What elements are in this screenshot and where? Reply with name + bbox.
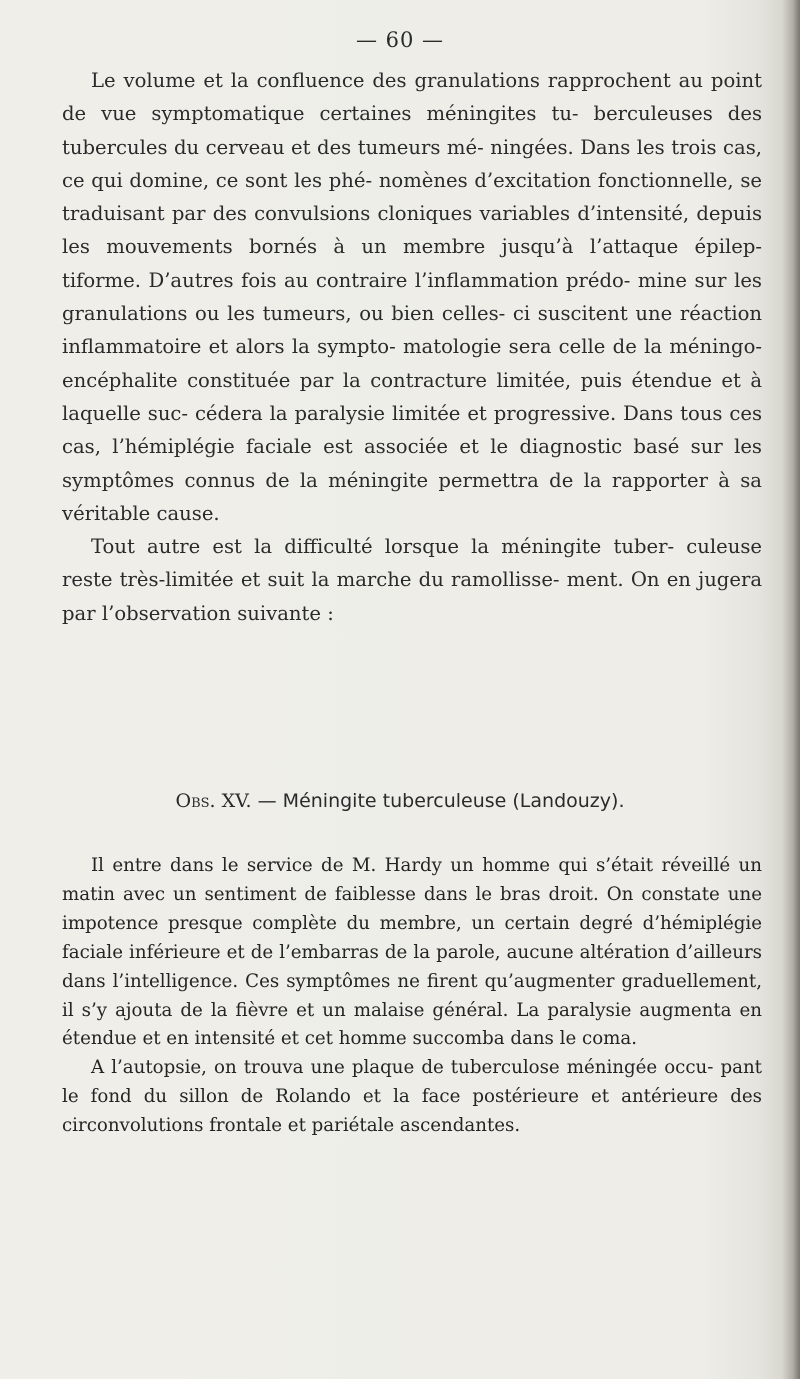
paragraph-2: Tout autre est la difficulté lorsque la méningite tuber- culeuse reste très-limitée et suit la marche du ramollisse- ment. On en jugera par l’observation suivante :: [62, 535, 762, 625]
observation-paragraph-2: A l’autopsie, on trouva une plaque de tuberculose méningée occu- pant le fond du sillon de Rolando et la face postérieure et antérieure des circonvolutions frontale et pariétale ascendantes.: [62, 1057, 762, 1137]
page-number: — 60 —: [355, 28, 445, 52]
observation-text: [62, 852, 762, 1141]
observation-title: — Méningite tuberculeuse (Landouzy).: [251, 790, 625, 812]
main-text: [62, 64, 762, 630]
paragraph-1: Le volume et la confluence des granulations rapprochent au point de vue symptomatique certaines méningites tu- berculeuses des tubercules du cerveau et des tumeurs mé- ningées. Dans les trois cas, ce qui domine, ce sont les phé- nomènes d’excitation fonctionnelle, se traduisant par des convulsions cloniques variables d’intensité, depuis les mouvements bornés à un membre jusqu’à l’attaque épilep- tiforme. D’autres fois au contraire l’inflammation prédo- mine sur les granulations ou les tumeurs, ou bien celles- ci suscitent une réaction inflammatoire et alors la sympto- matologie sera celle de la méningo-encéphalite constituée par la contracture limitée, puis étendue et à laquelle suc- cédera la paralysie limitée et progressive. Dans tous ces cas, l’hémiplégie faciale est associée et le diagnostic basé sur les symptômes connus de la méningite permettra de la rapporter à sa véritable cause.: [62, 69, 762, 525]
observation-label: Obs. XV.: [175, 790, 252, 812]
page-edge-shadow: [782, 0, 800, 1379]
observation-paragraph-1: Il entre dans le service de M. Hardy un homme qui s’était réveillé un matin avec un sentiment de faiblesse dans le bras droit. On constate une impotence presque complète du membre, un certain degré d’hémiplégie faciale inférieure et de l’embarras de la parole, aucune altération d’ailleurs dans l’intelligence. Ces symptômes ne firent qu’augmenter graduellement, il s’y ajouta de la fièvre et un malaise général. La paralysie augmenta en étendue et en intensité et cet homme succomba dans le coma.: [62, 855, 762, 1050]
observation-heading: [0, 790, 800, 812]
